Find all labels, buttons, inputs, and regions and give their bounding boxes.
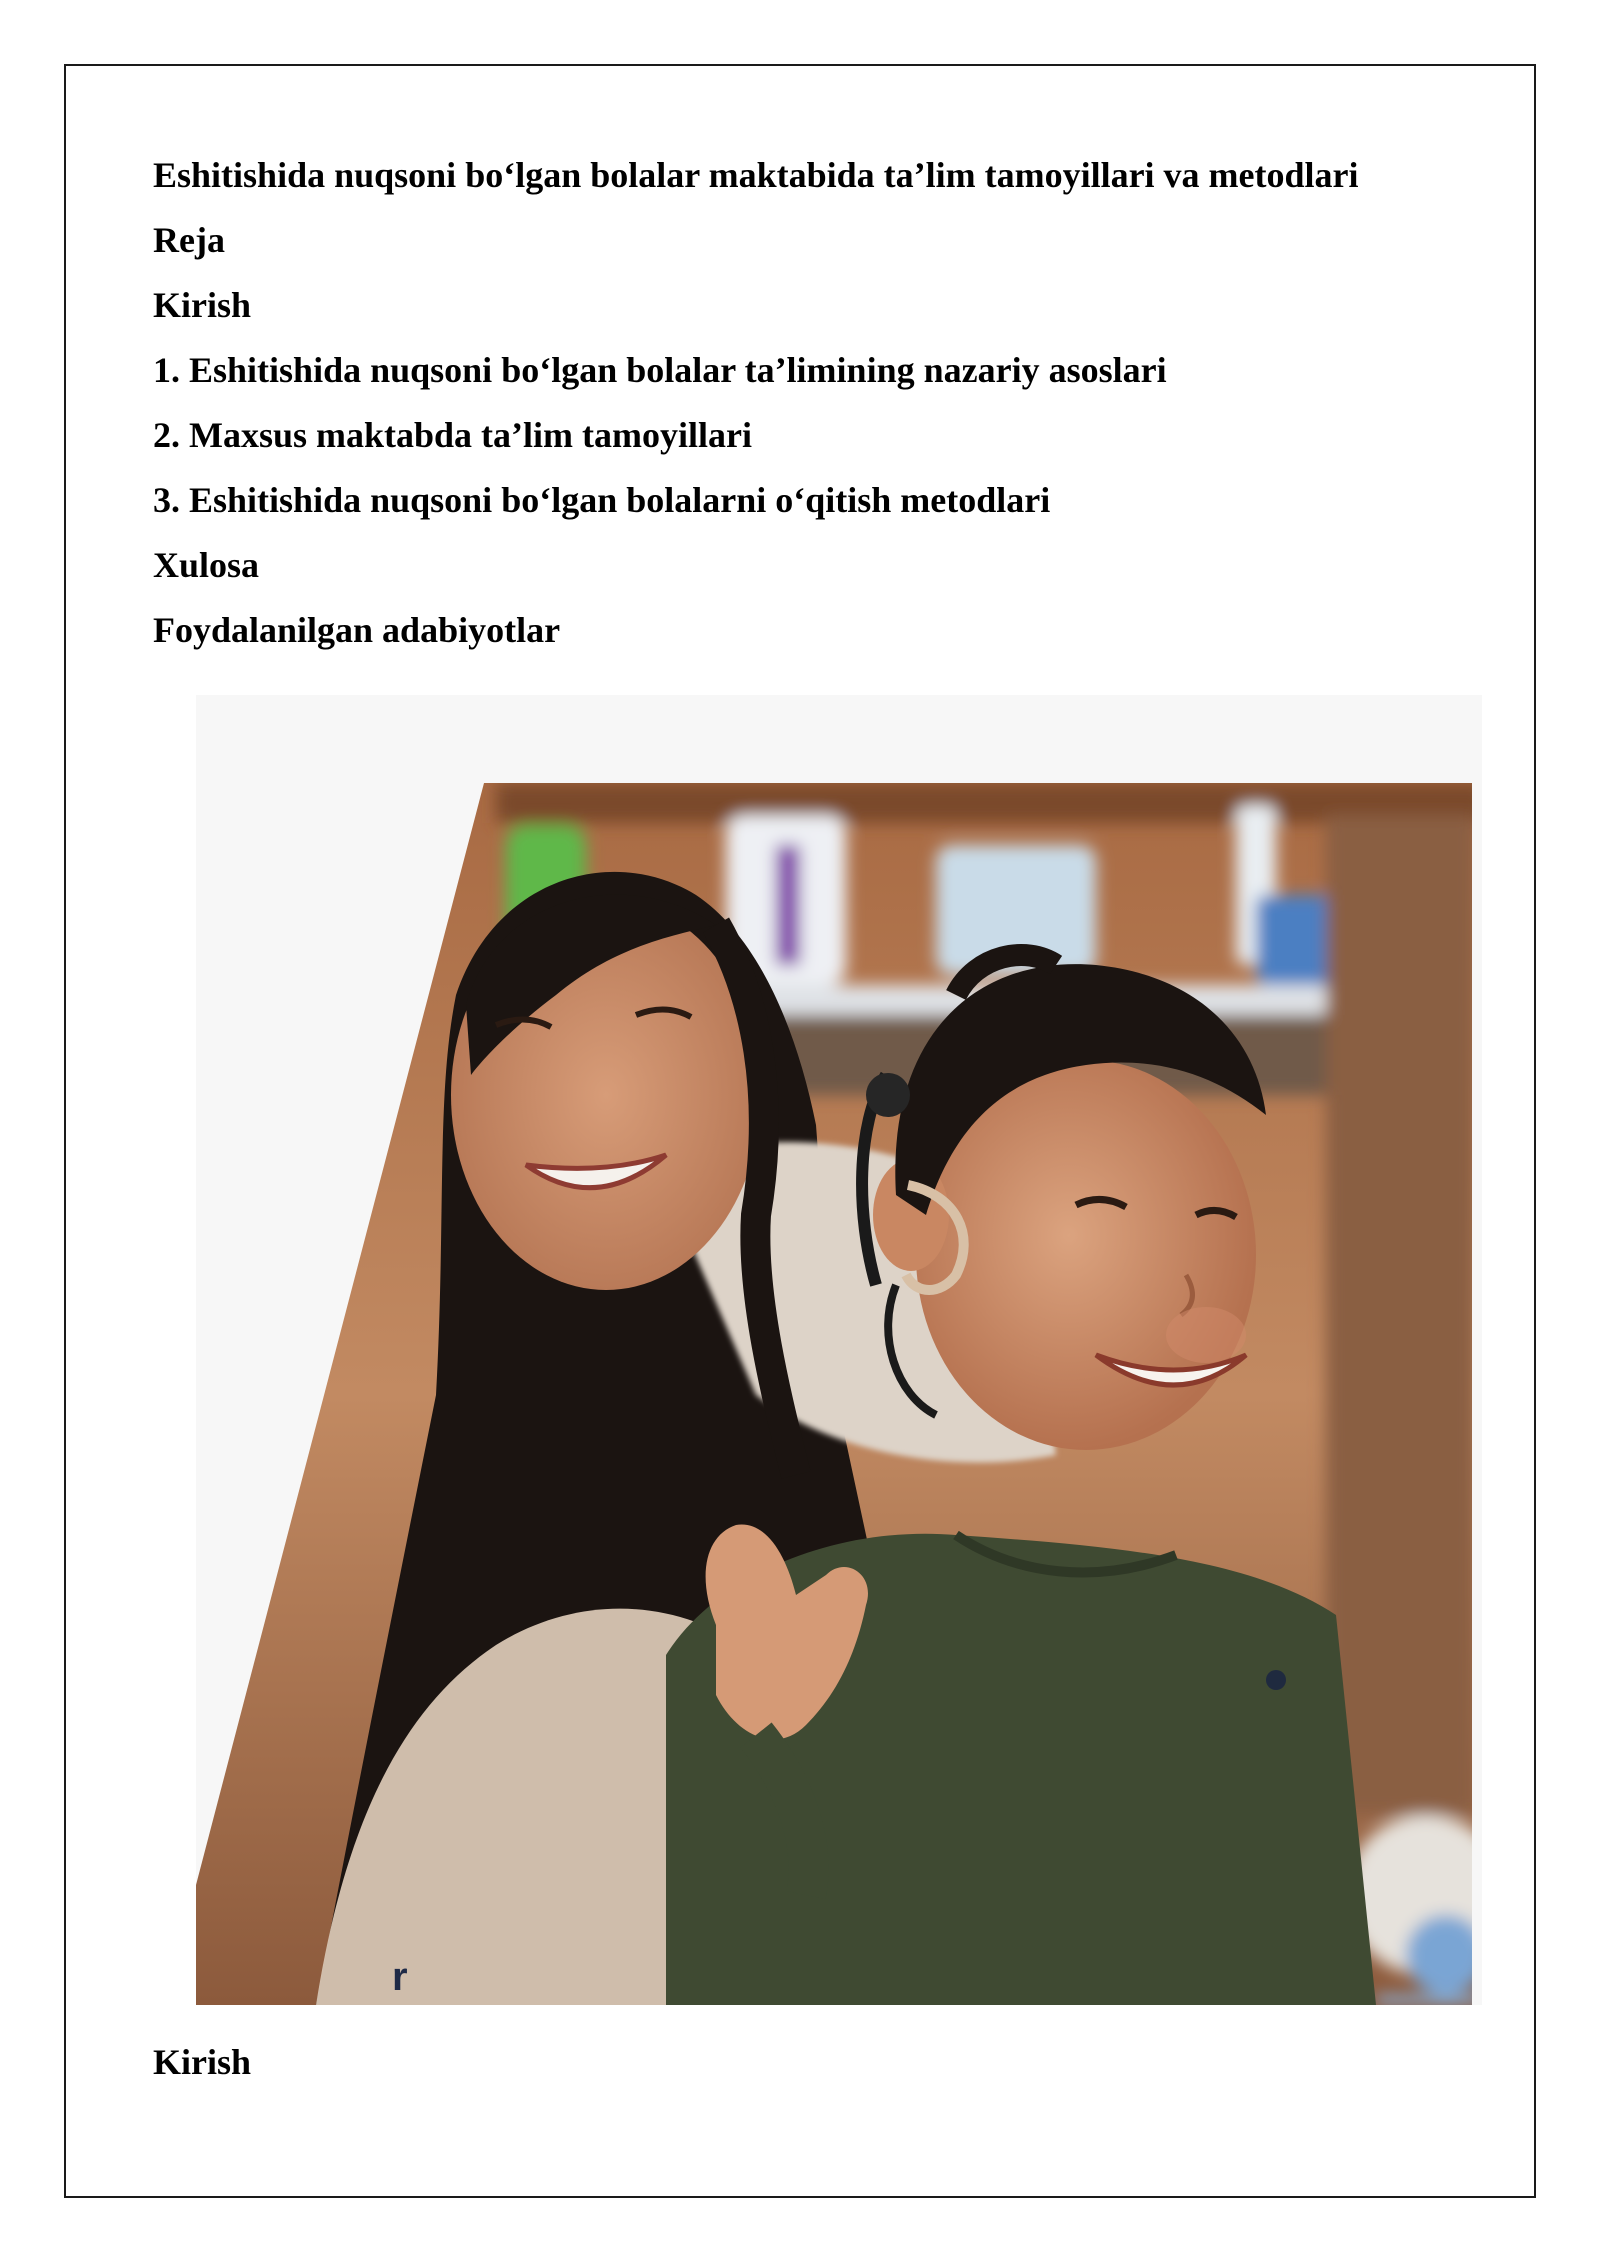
plan-item-conclusion: Xulosa — [153, 545, 260, 585]
document-title: Eshitishida nuqsoni bo‘lgan bolalar maktabida ta’lim tamoyillari va metodlari — [153, 155, 1359, 195]
section-heading-intro: Kirish — [153, 2042, 252, 2082]
photo-stray-text: r — [392, 1955, 408, 1999]
plan-item-2: 2. Maxsus maktabda ta’lim tamoyillari — [153, 415, 752, 455]
document-photo — [196, 695, 1482, 2005]
plan-item-3: 3. Eshitishida nuqsoni bo‘lgan bolalarni o‘qitish metodlari — [153, 480, 1051, 520]
plan-item-references: Foydalanilgan adabiyotlar — [153, 610, 561, 650]
plan-item-1: 1. Eshitishida nuqsoni bo‘lgan bolalar ta’limining nazariy asoslari — [153, 350, 1167, 390]
photo-mother-and-child-icon — [196, 695, 1482, 2005]
plan-item-intro: Kirish — [153, 285, 252, 325]
plan-heading: Reja — [153, 220, 225, 260]
